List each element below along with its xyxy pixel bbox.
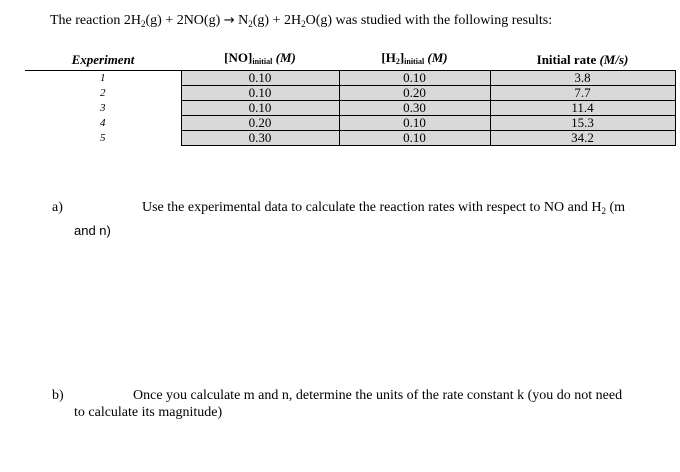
h2-concentration: 0.10 bbox=[339, 131, 490, 146]
initial-rate: 15.3 bbox=[490, 116, 675, 131]
question-b-text-continued: to calculate its magnitude) bbox=[74, 405, 223, 420]
no-concentration: 0.10 bbox=[181, 71, 339, 86]
question-a-text: Use the experimental data to calculate the reaction rates with respect to NO and $H_2$ (m bbox=[142, 200, 626, 216]
question-a-label: a) bbox=[52, 200, 63, 215]
h2-concentration: 0.10 bbox=[339, 116, 490, 131]
right-arrow-icon: → bbox=[223, 13, 235, 28]
initial-rate: 11.4 bbox=[490, 101, 675, 116]
table-row bbox=[25, 116, 675, 131]
experiment-number: 2 bbox=[100, 87, 106, 99]
header-initial-rate: Initial rate (M/s) bbox=[490, 50, 675, 71]
table-row bbox=[25, 86, 675, 101]
no-concentration: 0.10 bbox=[181, 101, 339, 116]
experiment-number: 5 bbox=[100, 132, 106, 144]
header-no-initial: [NO]initial (M) bbox=[181, 50, 339, 71]
question-b-text: Once you calculate m and n, determine the units of the rate constant k (you do not need bbox=[133, 388, 623, 403]
question-b-label: b) bbox=[52, 388, 64, 403]
h2-concentration: 0.30 bbox=[339, 101, 490, 116]
experiment-data-table bbox=[25, 50, 676, 146]
initial-rate: 34.2 bbox=[490, 131, 675, 146]
table-row bbox=[25, 131, 675, 146]
no-concentration: 0.20 bbox=[181, 116, 339, 131]
reaction-statement: The reaction $2H_2(g) + 2NO(g) \to N_2(g) + 2H_2O(g)$ was studied with the following results: bbox=[50, 13, 553, 29]
table-header-row bbox=[25, 50, 675, 71]
no-concentration: 0.30 bbox=[181, 131, 339, 146]
table-row bbox=[25, 71, 675, 86]
experiment-number: 3 bbox=[100, 102, 106, 114]
h2-concentration: 0.20 bbox=[339, 86, 490, 101]
header-experiment: Experiment bbox=[25, 50, 181, 71]
initial-rate: 7.7 bbox=[490, 86, 675, 101]
question-a-continuation: and n) bbox=[74, 223, 111, 238]
initial-rate: 3.8 bbox=[490, 71, 675, 86]
experiment-number: 4 bbox=[100, 117, 106, 129]
experiment-number: 1 bbox=[100, 72, 106, 85]
table-row bbox=[25, 101, 675, 116]
no-concentration: 0.10 bbox=[181, 86, 339, 101]
h2-concentration: 0.10 bbox=[339, 71, 490, 86]
header-h2-initial: [H2]initial (M) bbox=[339, 50, 490, 71]
